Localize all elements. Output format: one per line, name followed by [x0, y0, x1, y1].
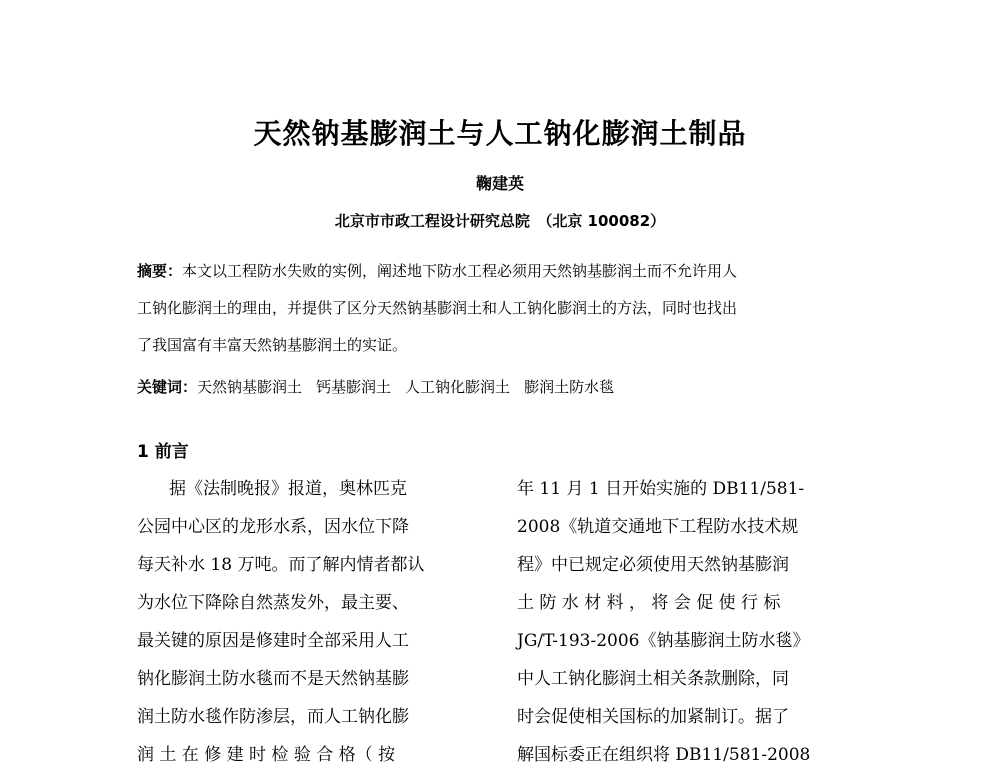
body-line: 土 防 水 材 料 ， 将 会 促 使 行 标: [517, 593, 781, 613]
abstract-line: 工钠化膨润土的理由，并提供了区分天然钠基膨润土和人工钠化膨润土的方法，同时也找出: [137, 299, 738, 317]
body-line: 时会促使相关国标的加紧制订。据了: [517, 707, 789, 727]
body-line: 年 11 月 1 日开始实施的 DB11/581-: [517, 479, 805, 499]
keyword: 膨润土防水毯: [524, 378, 615, 396]
abstract-label: 摘要：: [137, 262, 183, 280]
keywords: [137, 376, 861, 397]
body-line: 钠化膨润土防水毯而不是天然钠基膨: [137, 669, 409, 689]
author-name: 鞠建英: [475, 174, 524, 193]
body-line: 中人工钠化膨润土相关条款删除，同: [517, 669, 789, 689]
body-line: 润 土 在 修 建 时 检 验 合 格（ 按: [137, 745, 396, 765]
keyword: 人工钠化膨润土: [405, 378, 511, 396]
keywords-label: 关键词：: [137, 378, 198, 396]
body-line: 解国标委正在组织将 DB11/581-2008: [517, 745, 811, 765]
paper-title: 天然钠基膨润土与人工钠化膨润土制品: [253, 117, 747, 150]
body-line: 每天补水 18 万吨。而了解内情者都认: [137, 555, 425, 575]
body-line: 程》中已规定必须使用天然钠基膨润: [517, 555, 789, 575]
body-line: 据《法制晚报》报道，奥林匹克: [169, 479, 407, 499]
keyword: 天然钠基膨润土: [197, 378, 303, 396]
body-line: JG/T-193-2006《钠基膨润土防水毯》: [517, 631, 810, 651]
body-line: 公园中心区的龙形水系，因水位下降: [137, 517, 409, 537]
keyword: 钙基膨润土: [316, 378, 392, 396]
section-heading: 1 前言: [137, 442, 189, 462]
body-column-left: [137, 470, 482, 774]
body-line: 最关键的原因是修建时全部采用人工: [137, 631, 409, 651]
body-column-right: [517, 470, 862, 774]
body-line: 为水位下降除自然蒸发外，最主要、: [137, 593, 409, 613]
body-line: 2008《轨道交通地下工程防水技术规: [517, 517, 799, 537]
abstract-line: [137, 253, 861, 290]
abstract-line: 了我国富有丰富天然钠基膨润土的实证。: [137, 336, 408, 354]
abstract-text: 本文以工程防水失败的实例，阐述地下防水工程必须用天然钠基膨润土而不允许用人: [182, 262, 738, 280]
abstract: [137, 253, 861, 364]
body-line: 润土防水毯作防渗层，而人工钠化膨: [137, 707, 409, 727]
author-affiliation: 北京市市政工程设计研究总院 （北京 100082）: [334, 212, 666, 230]
